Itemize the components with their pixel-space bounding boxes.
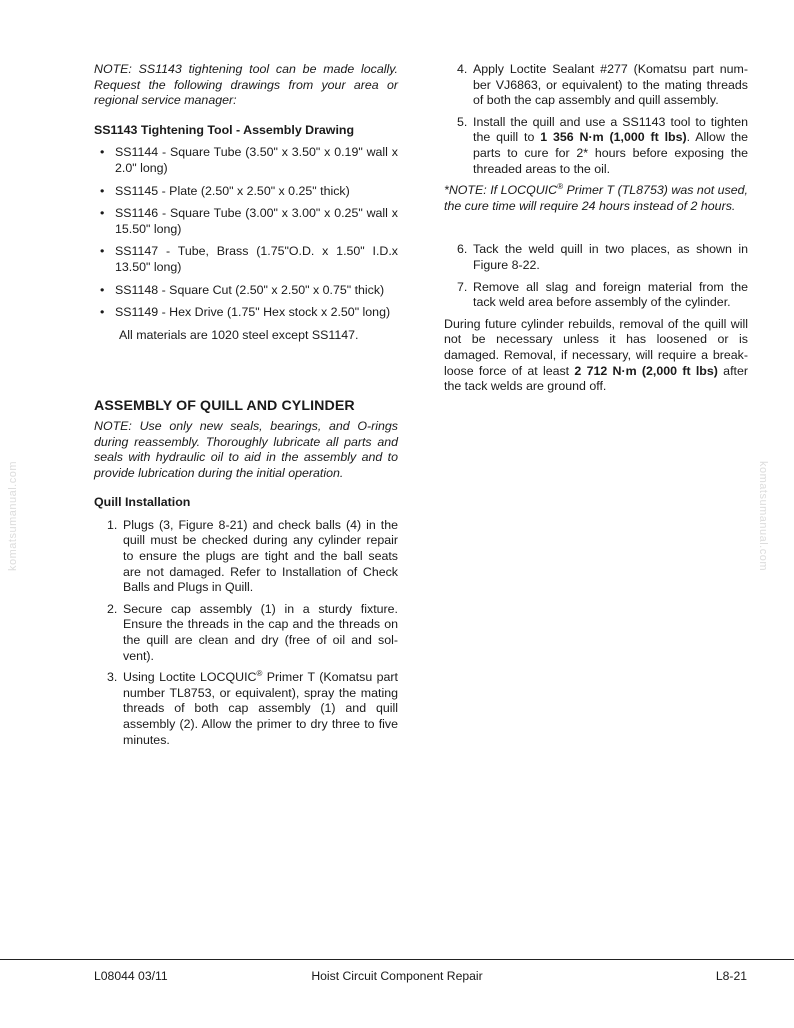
closing-text-start: During future cylinder rebuilds, removal of the quill will not be necessary unless it has loosened or is damaged. Removal, if necessary, will require a break-loose force of at least [444, 316, 748, 378]
list-item-text: SS1146 - Square Tube (3.00" x 3.00" x 0.25" wall x 15.50" long) [115, 206, 398, 236]
list-item [94, 184, 398, 200]
quill-heading: Quill Installation [94, 495, 191, 510]
step-number: 7. [457, 279, 468, 294]
list-item [94, 244, 398, 275]
step-item [444, 280, 748, 311]
list-item [94, 283, 398, 299]
page-number: L8-21 [715, 969, 747, 983]
list-item-text: SS1144 - Square Tube (3.50" x 3.50" x 0.19" wall x 2.0" long) [115, 145, 398, 175]
list-item-text: SS1148 - Square Cut (2.50" x 2.50" x 0.75" thick) [115, 282, 385, 297]
quill-steps [94, 518, 398, 748]
registered-mark: ® [557, 182, 563, 192]
step-item [94, 602, 398, 664]
section-heading: ASSEMBLY OF QUILL AND CYLINDER [94, 398, 355, 415]
step-text: Secure cap assembly (1) in a sturdy fixture. Ensure the threads in the cap and the threads on the quill are clean and dry (free of oil and sol-vent). [123, 601, 398, 663]
step-text: Tack the weld quill in two places, as shown in Figure 8-22. [473, 242, 748, 272]
step-text-end: . Allow the parts to cure for 2* hours before exposing the threaded areas to the oil. [473, 130, 748, 176]
drawing-heading: SS1143 Tightening Tool - Assembly Drawing [94, 122, 355, 137]
footer-doc-id: L08044 03/11 [94, 969, 168, 983]
step-number: 2. [107, 601, 118, 616]
bullet-icon: • [100, 305, 105, 320]
list-item [94, 145, 398, 176]
step-item [444, 242, 748, 273]
step-number: 4. [457, 62, 468, 76]
step-number: 6. [457, 242, 468, 257]
bullet-icon: • [100, 244, 105, 259]
note-text-end: Primer T (TL8753) was not used, the cure time will require 24 hours instead of 2 hours. [444, 183, 748, 213]
weld-steps [444, 242, 748, 310]
step-text: Apply Loctite Sealant #277 (Komatsu part num-ber VJ6863, or equivalent) to the mating threads of both the cap assembly and quill assembly. [473, 62, 748, 108]
footer-divider [0, 959, 794, 960]
left-column [94, 62, 398, 754]
step-item [444, 62, 748, 109]
step-number: 3. [107, 670, 118, 685]
intro-note: NOTE: SS1143 tightening tool can be made locally. Request the following drawings from your area or regional service manager: [94, 62, 398, 108]
watermark-left: komatsumanual.com [7, 461, 19, 571]
bullet-icon: • [100, 282, 105, 297]
step-text-start: Using Loctite LOCQUIC [123, 670, 257, 685]
cure-time-note [444, 183, 748, 214]
step-text-end: Primer T (Komatsu part number TL8753, or equivalent), spray the mating threads of both cap assembly (1) and quill assembly (2). Allow the primer to dry three to five minutes. [123, 670, 398, 747]
step-number: 1. [107, 517, 118, 532]
materials-note: All materials are 1020 steel except SS1147. [119, 327, 359, 342]
watermark-right: komatsumanual.com [757, 461, 769, 571]
list-item [94, 206, 398, 237]
right-column [444, 62, 748, 395]
list-item-text: SS1149 - Hex Drive (1.75" Hex stock x 2.50" long) [115, 305, 391, 320]
step-item [94, 670, 398, 748]
list-item-text: SS1145 - Plate (2.50" x 2.50" x 0.25" thick) [115, 183, 350, 198]
step-item [94, 518, 398, 596]
step-number: 5. [457, 114, 468, 129]
note-text-start: *NOTE: If LOCQUIC [444, 183, 558, 198]
spacer [444, 214, 748, 242]
list-item-text: SS1147 - Tube, Brass (1.75"O.D. x 1.50" I.D.x 13.50" long) [115, 244, 398, 274]
bullet-icon: • [100, 145, 105, 160]
footer-title: Hoist Circuit Component Repair [311, 969, 483, 983]
section-note: NOTE: Use only new seals, bearings, and O-rings during reassembly. Thoroughly lubricate all parts and seals with hydraulic oil to aid in the assembly and to provide lubrication during the initial operation. [94, 418, 398, 480]
torque-value: 1 356 N·m (1,000 ft lbs) [540, 130, 687, 145]
quill-steps-continued [444, 62, 748, 177]
step-text: Plugs (3, Figure 8-21) and check balls (4) in the quill must be checked during any cylinder repair to ensure the plugs are tight and the ball seats are not damaged. Refer to Installation of Check Balls and Plugs in Quill. [123, 517, 398, 595]
bullet-icon: • [100, 206, 105, 221]
break-loose-force: 2 712 N·m (2,000 ft lbs) [574, 363, 718, 378]
list-item [94, 305, 398, 321]
step-text: Remove all slag and foreign material from the tack weld area before assembly of the cylinder. [473, 279, 748, 310]
step-text-start: Install the quill and use a SS1143 tool to tighten the quill to [473, 114, 748, 145]
closing-paragraph [444, 317, 748, 395]
drawing-list [94, 145, 398, 320]
step-item [444, 115, 748, 177]
bullet-icon: • [100, 183, 105, 198]
registered-mark: ® [256, 669, 263, 679]
closing-text-end: after the tack welds are ground off. [444, 363, 748, 394]
